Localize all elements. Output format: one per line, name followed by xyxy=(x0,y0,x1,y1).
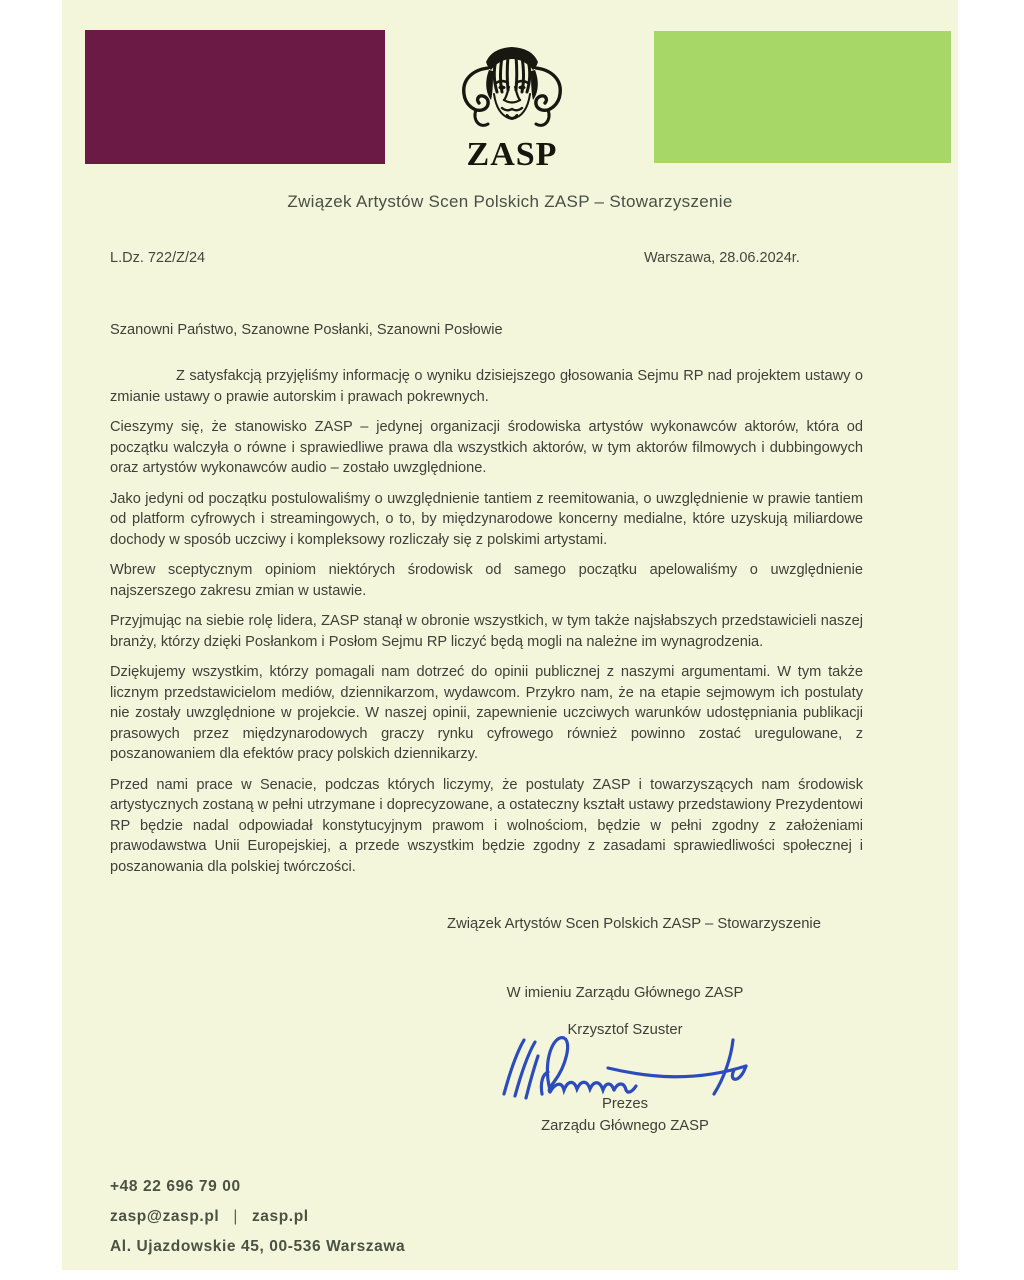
footer-phone: +48 22 696 79 00 xyxy=(110,1178,241,1195)
brand-rect-green xyxy=(654,31,951,163)
reference-number: L.Dz. 722/Z/24 xyxy=(110,250,206,266)
footer-website: zasp.pl xyxy=(251,1208,309,1225)
footer-contact xyxy=(110,1178,405,1268)
footer-email-web xyxy=(110,1208,405,1226)
paragraph: Przyjmując na siebie rolę lidera, ZASP stanął w obronie wszystkich, w tym także najsłabszych przedstawicieli naszej branży, którzy dzięki Posłankom i Posłom Sejmu RP liczyć będą mogli na należne im wynagrodzenia. xyxy=(110,613,863,650)
signatory-name: Krzysztof Szuster xyxy=(567,1022,683,1038)
signatory-role: Prezes xyxy=(601,1096,649,1112)
theatre-mask-icon xyxy=(451,42,573,142)
signatory-role-org: Zarządu Głównego ZASP xyxy=(541,1118,709,1134)
footer-address: Al. Ujazdowskie 45, 00-536 Warszawa xyxy=(110,1238,406,1255)
closing-organization: Związek Artystów Scen Polskich ZASP – Stowarzyszenie xyxy=(447,916,821,932)
scanned-letter-page xyxy=(62,0,958,1270)
logo-wordmark: ZASP xyxy=(466,136,558,173)
letter-body xyxy=(110,322,863,887)
organization-title: Związek Artystów Scen Polskich ZASP – Stowarzyszenie xyxy=(287,192,733,211)
footer-email: zasp@zasp.pl xyxy=(110,1208,220,1225)
paragraph: Dziękujemy wszystkim, którzy pomagali nam dotrzeć do opinii publicznej z naszymi argumentami. W tym także licznym przedstawicielom mediów, dziennikarzom, wydawcom. Przykro nam, że na etapie sejmowym ich postulaty nie zostały uwzględnione w projekcie. W naszej opinii, zapewnienie uczciwych warunków udostępniania publikacji prasowych przez międzynarodowych graczy rynku cyfrowego również powinno zostać uregulowane, z poszanowaniem dla efektów pracy polskich dziennikarzy. xyxy=(110,664,863,762)
date-place: Warszawa, 28.06.2024r. xyxy=(644,250,800,266)
footer-separator: | xyxy=(233,1208,238,1225)
paragraph: Jako jedyni od początku postulowaliśmy o uwzględnienie tantiem z reemitowania, o uwzględnienie w prawie tantiem od platform cyfrowych i streamingowych, o to, by międzynarodowe koncerny medialne, które uzyskują miliardowe dochody w sposób uczciwy i kompleksowy rozliczały się z polskimi artystami. xyxy=(110,490,863,548)
paragraph: Przed nami prace w Senacie, podczas których liczymy, że postulaty ZASP i towarzyszących nam środowisk artystycznych zostaną w pełni utrzymane i doprecyzowane, a ostateczny kształt ustawy przedstawiony Prezydentowi RP będzie nadal odpowiadał konstytucyjnym prawom i wolnościom, będzie w pełni zgodny z założeniami prawodawstwa Unii Europejskiej, a przede wszystkim będzie zgodny z zasadami sprawiedliwości społecznej i poszanowania dla polskiej twórczości. xyxy=(110,776,863,875)
paragraph: Wbrew sceptycznym opiniom niektórych środowisk od samego początku apelowaliśmy o uwzględnienie najszerszego zakresu zmian w ustawie. xyxy=(110,562,863,599)
salutation: Szanowni Państwo, Szanowne Posłanki, Szanowni Posłowie xyxy=(110,322,503,338)
paragraph: Cieszymy się, że stanowisko ZASP – jedynej organizacji środowiska artystów wykonawców aktorów, która od początku walczyła o równe i sprawiedliwe prawa dla wszystkich aktorów, w tym aktorów filmowych i dubbingowych oraz artystów wykonawców audio – zostało uwzględnione. xyxy=(110,419,863,476)
zasp-logo xyxy=(440,42,584,172)
paragraph: Z satysfakcją przyjęliśmy informację o wyniku dzisiejszego głosowania Sejmu RP nad projektem ustawy o zmianie ustawy o prawie autorskim i prawach pokrewnych. xyxy=(110,368,863,405)
brand-rect-maroon xyxy=(85,30,385,164)
signature-on-behalf: W imieniu Zarządu Głównego ZASP xyxy=(506,985,744,1001)
